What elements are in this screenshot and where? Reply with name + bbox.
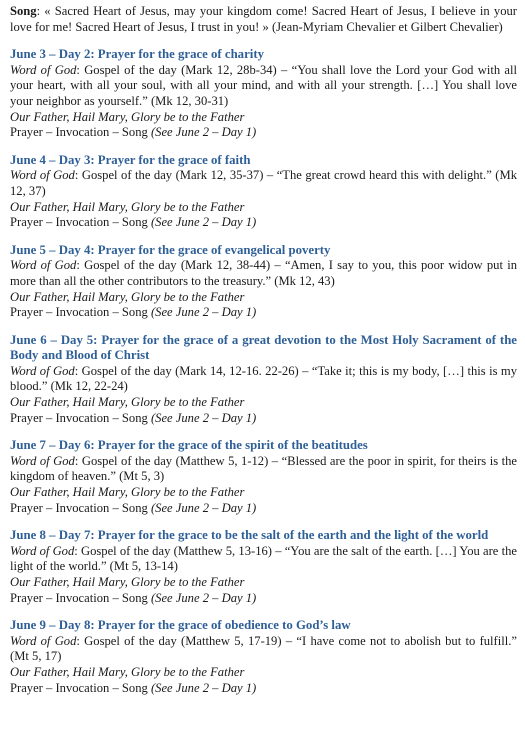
gospel-quote: – “Blessed are the poor in spirit, for theirs is the kingdom of heaven.” (Mt 5, 3)	[10, 453, 517, 484]
gospel-quote: – “I have come not to abolish but to fulfill.” (Mt 5, 17)	[10, 633, 517, 664]
day-block	[10, 243, 517, 321]
closing-line	[10, 411, 517, 427]
gospel-prefix: : Gospel of the day	[74, 363, 176, 378]
gospel-quote: – “Amen, I say to you, this poor widow put in more than all the other contributors to the treasury.” (Mk 12, 43)	[10, 258, 517, 288]
word-of-god-label: Word of God	[10, 62, 77, 77]
prayers-line: Our Father, Hail Mary, Glory be to the Father	[10, 395, 245, 410]
gospel-line	[10, 454, 517, 485]
gospel-prefix: : Gospel of the day	[74, 453, 176, 468]
gospel-line	[10, 258, 517, 289]
day-heading: June 7 – Day 6: Prayer for the grace of the spirit of the beatitudes	[10, 438, 368, 453]
gospel-prefix: : Gospel of the day	[74, 543, 174, 558]
gospel-reference: (Mark 12, 38-44)	[180, 258, 271, 273]
closing-line	[10, 501, 517, 517]
prayers-line: Our Father, Hail Mary, Glory be to the Father	[10, 485, 245, 500]
gospel-reference: (Mark 14, 12-16. 22-26)	[175, 363, 299, 378]
word-of-god-label: Word of God	[10, 633, 77, 648]
day-heading: June 4 – Day 3: Prayer for the grace of faith	[10, 152, 251, 167]
day-heading: June 3 – Day 2: Prayer for the grace of charity	[10, 47, 264, 62]
word-of-god-label: Word of God	[10, 363, 75, 378]
gospel-quote: – “You shall love the Lord your God with all your heart, with all your soul, with all your mind, and with all your strength. […] You shall love your neighbor as yourself.” (Mk 12, 30-31)	[10, 62, 517, 108]
closing-reference: (See June 2 – Day 1)	[150, 305, 257, 320]
prayers-line: Our Father, Hail Mary, Glory be to the Father	[10, 575, 245, 589]
gospel-line	[10, 634, 517, 665]
gospel-reference: (Matthew 5, 1-12)	[175, 453, 269, 468]
prayers-line: Our Father, Hail Mary, Glory be to the Father	[10, 289, 245, 304]
closing-reference: (See June 2 – Day 1)	[150, 215, 257, 230]
word-of-god-label: Word of God	[10, 453, 75, 468]
closing-line	[10, 305, 517, 321]
closing-plain: Prayer – Invocation – Song	[10, 680, 151, 695]
gospel-line	[10, 63, 517, 110]
song-paragraph	[10, 4, 517, 35]
day-block	[10, 528, 517, 606]
closing-reference: (See June 2 – Day 1)	[150, 125, 257, 140]
day-block	[10, 438, 517, 516]
gospel-prefix: : Gospel of the day	[76, 633, 182, 648]
prayers-line: Our Father, Hail Mary, Glory be to the Father	[10, 664, 245, 679]
closing-plain: Prayer – Invocation – Song	[10, 215, 151, 230]
gospel-quote: – “You are the salt of the earth. […] You are the light of the world.” (Mt 5, 13-14)	[10, 543, 517, 574]
closing-line	[10, 681, 517, 697]
word-of-god-label: Word of God	[10, 543, 75, 558]
song-label: Song	[10, 4, 37, 18]
day-block	[10, 618, 517, 696]
gospel-reference: (Matthew 5, 17-19)	[181, 633, 282, 648]
gospel-quote: – “The great crowd heard this with delight.” (Mk 12, 37)	[10, 168, 517, 198]
closing-line	[10, 125, 517, 141]
closing-plain: Prayer – Invocation – Song	[10, 410, 151, 425]
closing-plain: Prayer – Invocation – Song	[10, 125, 151, 140]
day-heading: June 8 – Day 7: Prayer for the grace to be the salt of the earth and the light of the world	[10, 528, 489, 543]
gospel-reference: (Mark 12, 28b-34)	[181, 62, 277, 77]
prayers-line: Our Father, Hail Mary, Glory be to the Father	[10, 109, 245, 124]
day-block	[10, 333, 517, 427]
closing-plain: Prayer – Invocation – Song	[10, 590, 151, 605]
word-of-god-label: Word of God	[10, 168, 75, 183]
closing-reference: (See June 2 – Day 1)	[150, 500, 257, 515]
gospel-reference: (Mark 12, 35-37)	[175, 168, 264, 183]
day-block	[10, 47, 517, 141]
gospel-prefix: : Gospel of the day	[74, 168, 176, 183]
word-of-god-label: Word of God	[10, 258, 77, 273]
song-text: : « Sacred Heart of Jesus, may your kingdom come! Sacred Heart of Jesus, I believe in your love for me! Sacred Heart of Jesus, I trust in you! » (Jean-Myriam Chevalier et Gilbert Chevalier)	[10, 4, 517, 34]
gospel-line	[10, 168, 517, 199]
day-block	[10, 153, 517, 231]
day-heading: June 6 – Day 5: Prayer for the grace of a great devotion to the Most Holy Sacrament of the Body and Blood of Christ	[10, 332, 517, 363]
gospel-prefix: : Gospel of the day	[76, 258, 181, 273]
prayers-line: Our Father, Hail Mary, Glory be to the Father	[10, 199, 245, 214]
closing-line	[10, 591, 517, 607]
day-heading: June 9 – Day 8: Prayer for the grace of obedience to God’s law	[10, 618, 351, 633]
closing-reference: (See June 2 – Day 1)	[150, 680, 257, 695]
closing-plain: Prayer – Invocation – Song	[10, 305, 151, 320]
day-heading: June 5 – Day 4: Prayer for the grace of evangelical poverty	[10, 242, 331, 257]
closing-line	[10, 215, 517, 231]
gospel-prefix: : Gospel of the day	[76, 62, 182, 77]
gospel-line	[10, 544, 517, 575]
closing-reference: (See June 2 – Day 1)	[150, 410, 257, 425]
gospel-line	[10, 364, 517, 395]
closing-reference: (See June 2 – Day 1)	[150, 590, 257, 605]
closing-plain: Prayer – Invocation – Song	[10, 500, 151, 515]
gospel-reference: (Matthew 5, 13-16)	[173, 543, 272, 558]
gospel-quote: – “Take it; this is my body, […] this is my blood.” (Mk 12, 22-24)	[10, 363, 517, 394]
